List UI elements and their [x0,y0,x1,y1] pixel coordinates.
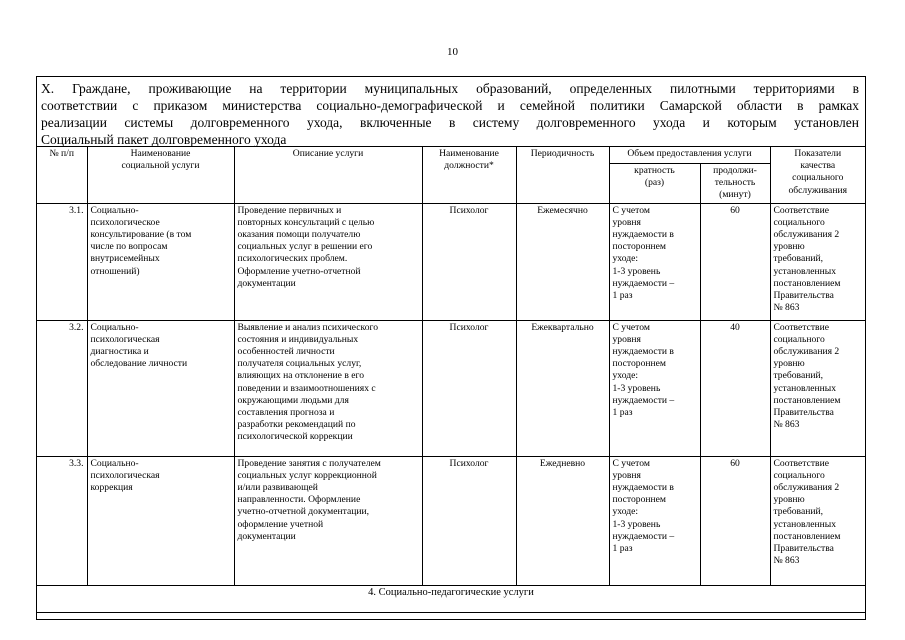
text-line: оказания помощи получателю [237,229,361,241]
heading-line-1: X. Граждане, проживающие на территории муниципальных образований, определенных пилотными территориями в [41,81,859,96]
text-line: психологическая [90,469,160,481]
text-line: документации [237,277,296,289]
heading-line-2: соответствии с приказом министерства социально-демографической и семейной политики Самарской области в рамках [41,98,859,113]
text-line: нуждаемости в [612,482,674,494]
text-line: требований, [773,370,824,382]
duration-cell: 60 [700,203,770,320]
text-line: разработки рекомендаций по [237,419,356,431]
text-line: Показатели [794,148,842,159]
text-line: Оформление учетно-отчетной [237,265,361,277]
text-line: состояния и индивидуальных [237,333,359,345]
text-line: обслуживания 2 [773,229,840,241]
text-line: Наименование [130,148,191,159]
col-header-volume: Объем предоставления услуги [609,147,770,164]
text-line: диагностика и [90,346,149,358]
text-line: нуждаемости в [612,229,674,241]
text-line: нуждаемости в [612,346,674,358]
text-line: продолжи- [713,165,757,176]
table-row [37,320,865,456]
text-line: уровня [612,469,641,481]
table-row [37,203,865,320]
text-line: качества [800,160,836,172]
text-line: постановлением [773,530,841,542]
col-header-num: № п/п [37,147,87,204]
text-line: уходе: [612,253,639,265]
text-line: постороннем [612,494,666,506]
text-line: установленных [773,265,837,277]
quality-cell [770,203,865,320]
text-line: Выявление и анализ психического [237,321,379,333]
frequency-cell [609,456,700,585]
col-header-periodicity: Периодичность [516,147,609,204]
text-line: Правительства [773,543,834,555]
text-line: С учетом [612,457,650,469]
text-line: уровню [773,241,805,253]
text-line: отношений) [90,265,140,277]
text-line: психологической коррекции [237,431,353,443]
text-line: психологических проблем. [237,253,348,265]
text-line: социального [773,469,825,481]
service-description-cell [234,456,422,585]
text-line: постороннем [612,358,666,370]
text-line: Правительства [773,290,834,302]
section-row [37,585,865,612]
col-header-quality [770,147,865,204]
text-line: коррекция [90,482,133,494]
text-line: Социально- [90,457,139,469]
frequency-cell [609,320,700,456]
text-line: Наименование [439,148,499,159]
text-line: социальной услуги [121,160,200,172]
text-line: уровню [773,358,805,370]
text-line: психологическое [90,216,160,228]
text-line: С учетом [612,204,650,216]
text-line: № 863 [773,555,800,567]
position-cell: Психолог [422,320,516,456]
text-line: С учетом [612,321,650,333]
text-line: (минут) [719,189,751,201]
text-line: и/или развивающей [237,482,318,494]
col-header-service-name [87,147,234,204]
text-line: Соответствие [773,321,829,333]
text-line: получателя социальных услуг, [237,358,362,370]
text-line: консультирование (в том [90,229,192,241]
text-line: кратность [634,165,675,176]
service-name-cell [87,203,234,320]
periodicity-cell: Ежедневно [516,456,609,585]
text-line: уходе: [612,506,639,518]
services-table [37,146,865,613]
heading-line-4: Социальный пакет долговременного ухода [41,132,287,146]
text-line: уровню [773,494,805,506]
text-line: Социально- [90,321,139,333]
quality-cell [770,320,865,456]
text-line: социальных услуг в решении его [237,241,373,253]
row-number: 3.2. [37,320,87,456]
frequency-cell [609,203,700,320]
text-line: обследование личности [90,358,188,370]
col-header-description: Описание услуги [234,147,422,204]
section-title: 4. Социально-педагогические услуги [37,585,865,612]
duration-cell: 40 [700,320,770,456]
text-line: № 863 [773,302,800,314]
text-line: уровня [612,333,641,345]
text-line: уходе: [612,370,639,382]
text-line: учетно-отчетной документации, [237,506,370,518]
text-line: (раз) [644,177,665,189]
text-line: особенностей личности [237,346,335,358]
text-line: внутрисемейных [90,253,160,265]
text-line: требований, [773,253,824,265]
table-header-row [37,147,865,164]
text-line: социального [792,172,844,184]
text-line: 1-3 уровень [612,265,661,277]
text-line: Проведение первичных и [237,204,342,216]
heading-line-3: реализации системы долговременного ухода, включенные в систему долговременного ухода и которым установлен [41,115,859,130]
text-line: Правительства [773,407,834,419]
page-number: 10 [447,46,458,58]
text-line: влияющих на отклонение в его [237,370,365,382]
text-line: Соответствие [773,457,829,469]
text-line: требований, [773,506,824,518]
text-line: обслуживания 2 [773,346,840,358]
text-line: должности* [444,160,494,172]
text-line: обслуживания [788,184,847,196]
service-description-cell [234,320,422,456]
text-line: Социально- [90,204,139,216]
text-line: социального [773,216,825,228]
text-line: № 863 [773,419,800,431]
text-line: направленности. Оформление [237,494,361,506]
quality-cell [770,456,865,585]
text-line: нуждаемости – [612,394,675,406]
periodicity-cell: Ежеквартально [516,320,609,456]
table-row [37,456,865,585]
row-number: 3.1. [37,203,87,320]
text-line: повторных консультаций с целью [237,216,375,228]
text-line: установленных [773,518,837,530]
text-line: нуждаемости – [612,530,675,542]
text-line: постановлением [773,394,841,406]
text-line: 1-3 уровень [612,518,661,530]
text-line: оформление учетной [237,518,324,530]
text-line: документации [237,530,296,542]
text-line: составления прогноза и [237,407,335,419]
row-number: 3.3. [37,456,87,585]
text-line: 1 раз [612,407,633,419]
text-line: Проведение занятия с получателем [237,457,381,469]
periodicity-cell: Ежемесячно [516,203,609,320]
document-block [36,76,866,620]
service-description-cell [234,203,422,320]
col-header-position [422,147,516,204]
text-line: Соответствие [773,204,829,216]
text-line: числе по вопросам [90,241,168,253]
text-line: установленных [773,382,837,394]
text-line: социальных услуг коррекционной [237,469,377,481]
text-line: постороннем [612,241,666,253]
text-line: поведении и взаимоотношениях с [237,382,376,394]
text-line: социального [773,333,825,345]
col-header-frequency [609,164,700,204]
text-line: окружающими людьми для [237,394,349,406]
col-header-duration [700,164,770,204]
position-cell: Психолог [422,456,516,585]
text-line: 1 раз [612,290,633,302]
text-line: обслуживания 2 [773,482,840,494]
position-cell: Психолог [422,203,516,320]
service-name-cell [87,456,234,585]
text-line: нуждаемости – [612,277,675,289]
text-line: 1 раз [612,543,633,555]
section-heading [37,77,865,146]
service-name-cell [87,320,234,456]
text-line: психологическая [90,333,160,345]
text-line: уровня [612,216,641,228]
text-line: 1-3 уровень [612,382,661,394]
text-line: постановлением [773,277,841,289]
text-line: тельность [714,177,756,189]
duration-cell: 60 [700,456,770,585]
